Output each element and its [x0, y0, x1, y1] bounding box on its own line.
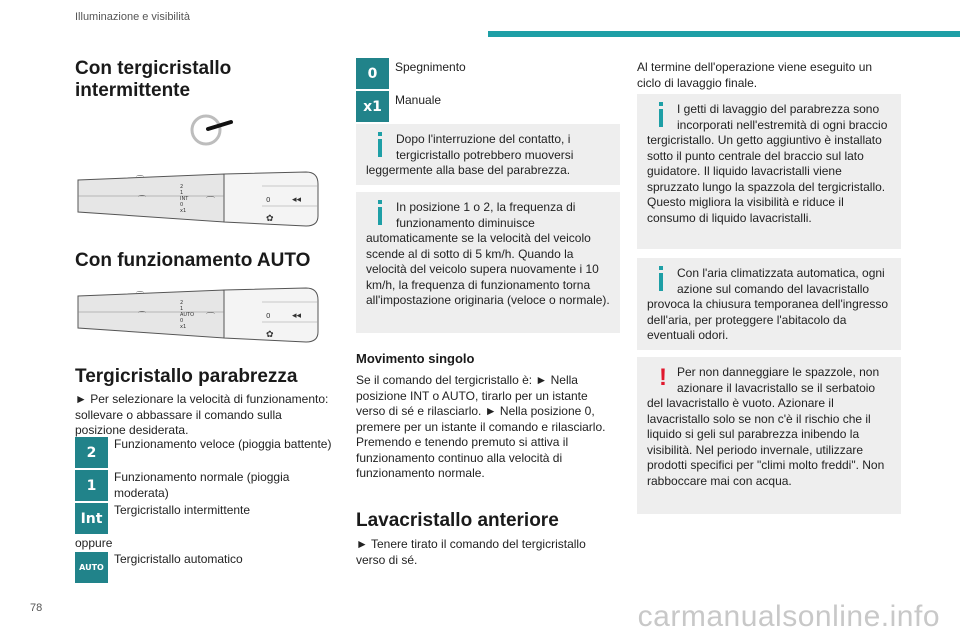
badge-fast: 2 [75, 437, 108, 468]
note-climate-text: Con l'aria climatizzata automatica, ogni azione sul comando del lavacristallo provoca la chiusura temporanea dell'ingresso dell'aria, per proteggere l'abitacolo da eventuali odori. [647, 266, 889, 342]
heading-auto: Con funzionamento AUTO [75, 250, 311, 271]
oppure-text: oppure [75, 536, 113, 550]
desc-manual: Manuale [395, 93, 442, 107]
single-movement-text: Se il comando del tergicristallo è: ► Nella posizione INT o AUTO, tirarlo per un istante verso di sé e rilasciarlo. ► Nella posizione 0, premere per un istante il comando e rilasciarlo. Premendo e tenendo premuto si attiva il funzionamento continuo alla velocità di funzionamento normale. [356, 373, 606, 480]
svg-text:✿: ✿ [266, 330, 274, 340]
badge-auto: AUTO [75, 552, 108, 583]
badge-manual: x1 [356, 91, 389, 122]
stalk2-label-2: 2 [180, 300, 184, 306]
wiper-stalk-intermittent-diagram [74, 166, 320, 232]
note-contact-off [356, 124, 620, 185]
badge-off: 0 [356, 58, 389, 89]
svg-text:⌒: ⌒ [138, 195, 146, 204]
info-icon [374, 200, 390, 228]
svg-text:✿: ✿ [266, 214, 274, 224]
wiper-stalk-auto-diagram [74, 282, 320, 348]
steering-wheel-icon [186, 112, 236, 148]
warning-washer [637, 357, 901, 514]
stalk1-zero: 0 [266, 196, 271, 204]
desc-auto: Tergicristallo automatico [114, 552, 243, 566]
stalk2-zero: 0 [266, 312, 271, 320]
stalk1-label-x1: x1 [180, 208, 187, 214]
info-icon [374, 132, 390, 160]
intro-text: ► Per selezionare la velocità di funzionamento: sollevare o abbassare il comando sulla posizione desiderata. [75, 392, 329, 437]
note-contact-off-text: Dopo l'interruzione del contatto, i tergicristallo potrebbero muoversi leggermente alla base del parabrezza. [366, 132, 574, 177]
svg-text:◂◂: ◂◂ [292, 195, 302, 205]
page-number: 78 [30, 602, 43, 614]
svg-text:⌒: ⌒ [136, 291, 144, 300]
svg-text:⌒: ⌒ [206, 197, 216, 207]
note-frequency [356, 192, 620, 333]
header-accent-bar [488, 31, 960, 37]
desc-off: Spegnimento [395, 60, 466, 74]
heading-front-washer: Lavacristallo anteriore [356, 510, 559, 531]
svg-text:⌒: ⌒ [138, 311, 146, 320]
stalk1-label-2: 2 [180, 184, 184, 190]
heading-intermittent: Con tergicristallo intermittente [75, 58, 232, 101]
stalk1-label-1: 1 [180, 190, 184, 196]
stalk2-label-x1: x1 [180, 324, 187, 330]
stalk1-label-0: 0 [180, 202, 184, 208]
final-wash-text: Al termine dell'operazione viene eseguito un ciclo di lavaggio finale. [637, 60, 873, 90]
note-frequency-text: In posizione 1 o 2, la frequenza di funzionamento diminuisce automaticamente se la velocità del veicolo scende al di sotto di 5 km/h. Quando la velocità del veicolo supera nuovamente i 10 km/h, la frequenza di funzionamento torna all'impostazione originaria (veloce o normale). [366, 200, 610, 307]
warning-icon: ! [659, 364, 667, 391]
note-wash-jets-text: I getti di lavaggio del parabrezza sono incorporati nell'estremità di ogni braccio tergicristallo. Un getto aggiuntivo è installato sotto il punto centrale del braccio sul lato guidatore. Il liquido lavacristalli viene spruzzato lungo la spazzola del tergicristallo. Questo migliora la visibilità e riduce il consumo di liquido lavacristalli. [647, 102, 888, 225]
svg-text:⌒: ⌒ [206, 313, 216, 323]
stalk2-label-auto: AUTO [180, 312, 195, 318]
badge-normal: 1 [75, 470, 108, 501]
stalk1-label-int: INT [180, 196, 189, 202]
header-section-title: Illuminazione e visibilità [75, 11, 190, 23]
info-icon [655, 266, 671, 294]
stalk2-label-0: 0 [180, 318, 184, 324]
svg-text:⌒: ⌒ [136, 175, 144, 184]
warning-washer-text: Per non danneggiare le spazzole, non azionare il lavacristallo se il serbatoio del lavacristallo è vuoto. Azionare il lavacristallo solo se non c'è il rischio che il liquido si geli sul parabrezza inibendo la visibilità. Nel periodo invernale, utilizzare prodotti specifici per "climi molto freddi". Non rabboccare mai con acqua. [647, 365, 885, 488]
heading-single-movement: Movimento singolo [356, 351, 475, 366]
stalk2-label-1: 1 [180, 306, 184, 312]
desc-fast: Funzionamento veloce (pioggia battente) [114, 437, 332, 451]
note-climate [637, 258, 901, 350]
info-icon [655, 102, 671, 130]
note-wash-jets [637, 94, 901, 249]
svg-text:◂◂: ◂◂ [292, 311, 302, 321]
heading-windscreen-wiper: Tergicristallo parabrezza [75, 366, 298, 387]
desc-normal: Funzionamento normale (pioggia moderata) [114, 470, 290, 500]
watermark: carmanualsonline.info [637, 600, 940, 633]
desc-int: Tergicristallo intermittente [114, 503, 251, 517]
front-washer-text: ► Tenere tirato il comando del tergicristallo verso di sé. [356, 537, 586, 567]
badge-int: Int [75, 503, 108, 534]
